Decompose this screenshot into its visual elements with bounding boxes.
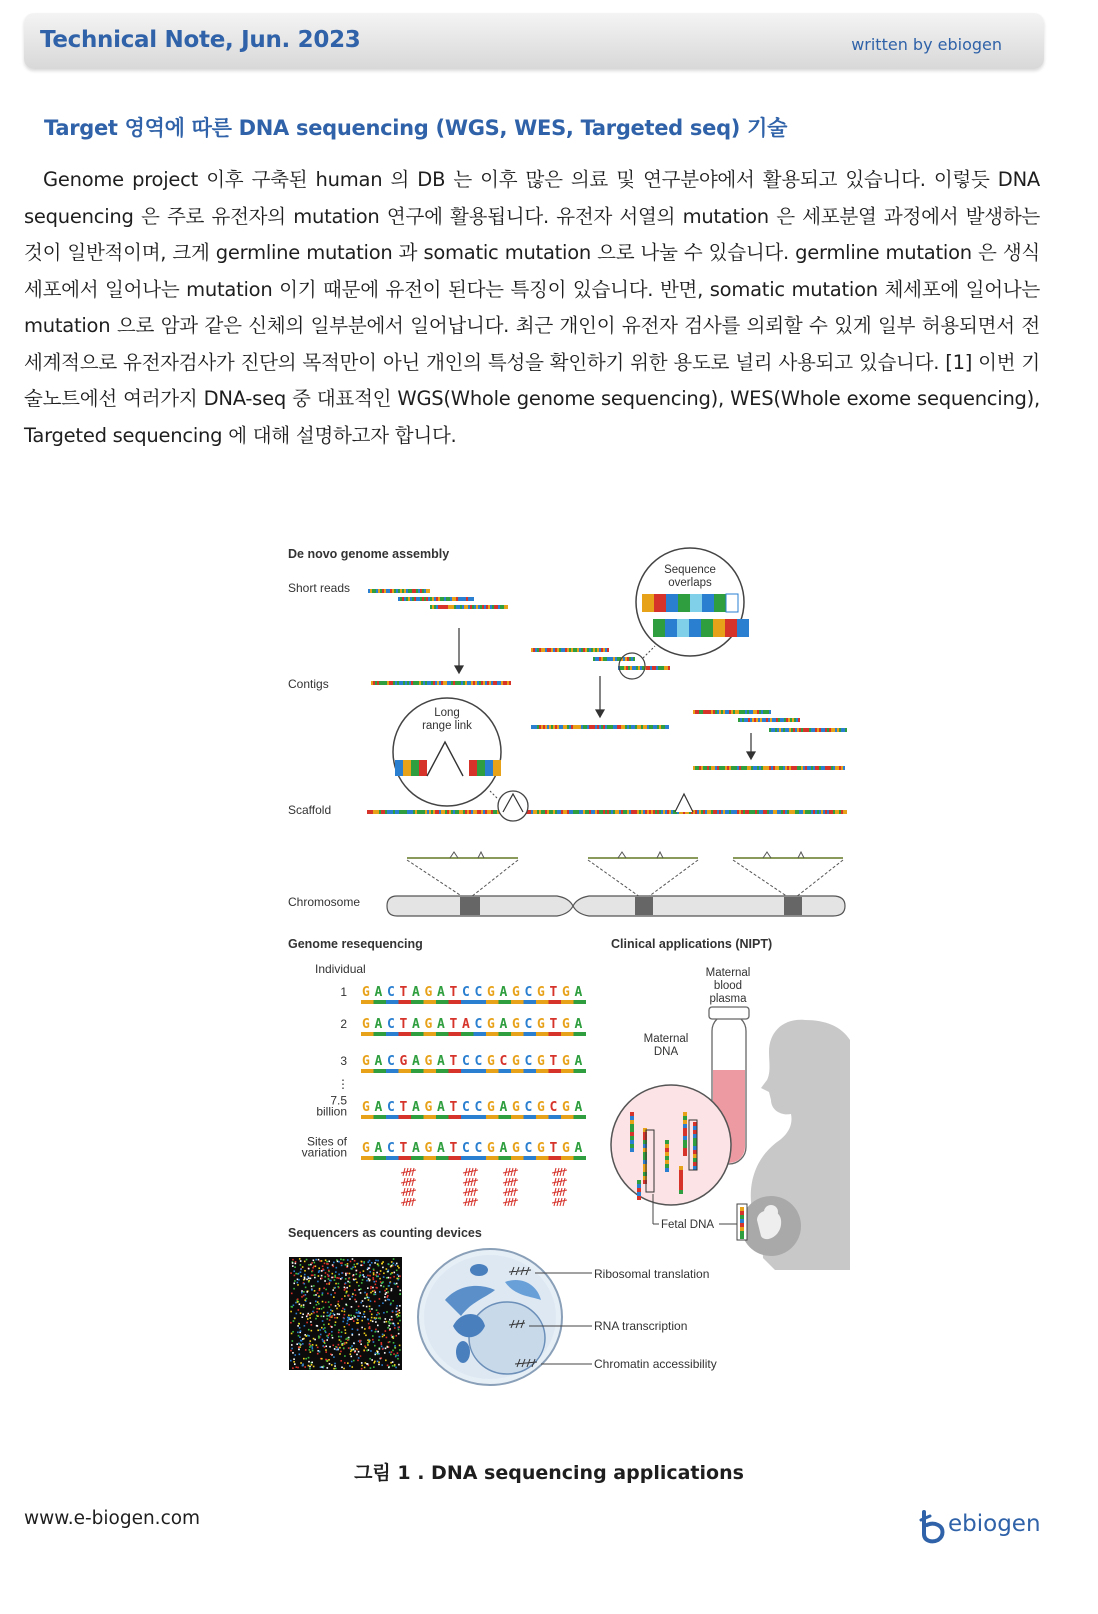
tally-mark: [552, 1168, 567, 1176]
rna-label: RNA transcription: [594, 1319, 688, 1333]
base-letter: G: [537, 1054, 545, 1069]
base-letter: C: [462, 1054, 470, 1069]
base-letter: A: [437, 985, 445, 1000]
base-letter: A: [574, 1100, 583, 1115]
sequence-row: [340, 1017, 586, 1036]
fetal-dna-label: Fetal DNA: [661, 1219, 715, 1231]
tally-mark: [552, 1198, 567, 1206]
base-letter: C: [524, 1017, 533, 1032]
label-scaffold: Scaffold: [288, 803, 332, 817]
sequence-row: [302, 1134, 586, 1160]
base-letter: A: [412, 1017, 420, 1032]
base-letter: T: [399, 1141, 408, 1156]
tally-mark: [401, 1198, 416, 1206]
base-letter: A: [499, 1100, 508, 1115]
tally-mark: [401, 1168, 416, 1176]
figure-caption: 그림 1 . DNA sequencing applications: [354, 1462, 744, 1484]
base-letter: A: [437, 1141, 445, 1156]
base-letter: A: [412, 1141, 420, 1156]
base-letter: A: [462, 1017, 470, 1032]
base-letter: C: [462, 985, 470, 1000]
base-letter: A: [412, 1054, 420, 1069]
variation-tallies: [401, 1168, 567, 1206]
base-letter: G: [399, 1054, 408, 1069]
dna-sequencing-figure: [285, 540, 850, 1410]
base-letter: T: [449, 985, 458, 1000]
individual-label: Individual: [315, 962, 366, 976]
sequence-row: [340, 1054, 586, 1073]
tally-mark: [463, 1198, 478, 1206]
plasma-label-2: blood: [713, 980, 743, 992]
base-letter: G: [537, 1141, 545, 1156]
tally-mark: [463, 1178, 478, 1186]
row-ellipsis: ⋮: [337, 1077, 349, 1091]
base-letter: T: [449, 1017, 458, 1032]
scaffold-zoom: [407, 852, 843, 897]
base-letter: A: [437, 1100, 445, 1115]
long-range-label-1: Long: [434, 707, 460, 719]
label-contigs: Contigs: [288, 677, 329, 691]
row-label: 7.5: [330, 1093, 347, 1108]
header-author: written by ebiogen: [851, 35, 1002, 54]
chromosome-shape: [387, 896, 845, 916]
sequence-read: [593, 657, 635, 661]
base-letter: A: [437, 1017, 445, 1032]
base-letter: A: [574, 985, 583, 1000]
row-label: 2: [340, 1017, 347, 1031]
label-short-reads: Short reads: [288, 581, 351, 595]
base-letter: G: [487, 1141, 495, 1156]
row-label: variation: [301, 1145, 347, 1160]
base-letter: C: [387, 985, 395, 1000]
base-letter: C: [524, 1100, 533, 1115]
base-letter: A: [412, 1100, 420, 1115]
base-letter: T: [549, 1141, 558, 1156]
sequence-read: [430, 605, 508, 609]
footer-url[interactable]: www.e-biogen.com: [24, 1508, 201, 1529]
chromatin-label: Chromatin accessibility: [594, 1357, 717, 1371]
base-letter: C: [387, 1054, 395, 1069]
tally-mark: [503, 1178, 518, 1186]
base-letter: G: [362, 1054, 370, 1069]
overlaps-label-1: Sequence: [664, 564, 716, 576]
base-letter: G: [424, 1141, 433, 1156]
plasma-label-3: plasma: [709, 993, 747, 1005]
base-letter: C: [474, 1054, 483, 1069]
base-letter: A: [412, 985, 420, 1000]
base-letter: G: [424, 985, 433, 1000]
tally-mark: [503, 1188, 518, 1196]
tally-mark: [503, 1168, 518, 1176]
base-letter: G: [362, 985, 370, 1000]
body-paragraph: Genome project 이후 구축된 human 의 DB 는 이후 많은 의료 및 연구분야에서 활용되고 있습니다. 이렇듯 DNA sequencing 은 주로 유전자의 mutation 연구에 활용됩니다. 유전자 서열의 mutation 은 세포분열 과정에서 발생하는 것이 일반적이며, 크게 germline mutation 과 somatic mutation 으로 나눌 수 있습니다. germline mutation 은 생식세포에서 일어나는 mutation 이기 때문에 유전이 된다는 특징이 있습니다. 반면, somatic mutation 체세포에 일어나는 mutation 으로 암과 같은 신체의 일부분에서 일어납니다. 최근 개인이 유전자 검사를 의뢰할 수 있게 일부 허용되면서 전세계적으로 유전자검사가 진단의 목적만이 아닌 개인의 특성을 확인하기 위한 용도로 널리 사용되고 있습니다. [1] 이번 기술노트에선 여러가지 DNA-seq 중 대표적인 WGS(Whole genome sequencing), WES(Whole exome sequencing), Targeted sequencing 에 대해 설명하고자 합니다.: [24, 168, 1040, 447]
base-letter: G: [424, 1054, 433, 1069]
base-letter: G: [487, 1017, 495, 1032]
base-letter: A: [499, 1017, 508, 1032]
base-letter: G: [362, 1100, 370, 1115]
base-letter: T: [449, 1054, 458, 1069]
base-letter: T: [549, 1054, 558, 1069]
base-letter: T: [399, 985, 408, 1000]
sequence-read: [693, 710, 771, 714]
base-letter: T: [399, 1017, 408, 1032]
row-label: Sites of: [306, 1134, 347, 1149]
maternal-dna-label-1: Maternal: [643, 1033, 689, 1045]
row-label: billion: [316, 1104, 347, 1119]
base-letter: G: [562, 1017, 570, 1032]
base-letter: G: [537, 1017, 545, 1032]
base-letter: C: [499, 1054, 508, 1069]
sequence-rows: [302, 985, 586, 1160]
base-letter: C: [524, 1141, 533, 1156]
sequence-read: [738, 718, 800, 722]
sequence-read: [398, 597, 474, 601]
base-letter: A: [374, 1017, 383, 1032]
denovo-title: De novo genome assembly: [288, 547, 450, 561]
clinical-title: Clinical applications (NIPT): [611, 937, 773, 951]
sequence-read: [367, 810, 847, 814]
plasma-zoom-circle: [611, 1085, 731, 1205]
base-letter: G: [424, 1017, 433, 1032]
tally-mark: [463, 1188, 478, 1196]
base-letter: A: [374, 1141, 383, 1156]
base-letter: T: [399, 1100, 408, 1115]
tally-mark: [401, 1188, 416, 1196]
base-letter: C: [474, 985, 483, 1000]
base-letter: G: [512, 1054, 520, 1069]
base-letter: A: [574, 1141, 583, 1156]
base-letter: A: [374, 1100, 383, 1115]
sequence-row: [340, 985, 586, 1004]
base-letter: T: [449, 1100, 458, 1115]
base-letter: G: [512, 985, 520, 1000]
label-chromosome: Chromosome: [288, 895, 361, 909]
base-letter: T: [449, 1141, 458, 1156]
base-letter: C: [387, 1141, 395, 1156]
base-letter: G: [487, 1054, 495, 1069]
base-letter: C: [387, 1017, 395, 1032]
base-letter: G: [487, 985, 495, 1000]
tally-mark: [463, 1168, 478, 1176]
ebiogen-logo-icon: [918, 1508, 948, 1546]
base-letter: G: [537, 1100, 545, 1115]
base-letter: A: [374, 1054, 383, 1069]
sequence-read: [769, 728, 847, 732]
base-letter: C: [474, 1100, 483, 1115]
base-letter: A: [574, 1017, 583, 1032]
base-letter: C: [474, 1017, 483, 1032]
base-letter: C: [387, 1100, 395, 1115]
long-range-label-2: range link: [422, 720, 472, 732]
base-letter: C: [474, 1141, 483, 1156]
base-letter: G: [512, 1141, 520, 1156]
sequence-read: [531, 648, 609, 652]
ribosomal-label: Ribosomal translation: [594, 1267, 710, 1281]
plasma-label-1: Maternal: [705, 967, 751, 979]
base-letter: G: [562, 985, 570, 1000]
base-letter: G: [487, 1100, 495, 1115]
tally-mark: [552, 1188, 567, 1196]
base-letter: G: [512, 1017, 520, 1032]
header-bar: [24, 13, 1044, 69]
sequence-read: [368, 589, 430, 593]
tally-mark: [401, 1178, 416, 1186]
ebiogen-logo-text: ebiogen: [948, 1511, 1041, 1537]
base-letter: C: [524, 985, 533, 1000]
resequencing-title: Genome resequencing: [288, 937, 423, 951]
base-letter: T: [549, 985, 558, 1000]
row-label: 1: [340, 985, 347, 999]
base-letter: C: [462, 1100, 470, 1115]
tally-mark: [503, 1198, 518, 1206]
base-letter: G: [562, 1141, 570, 1156]
base-letter: C: [549, 1100, 558, 1115]
base-letter: G: [362, 1017, 370, 1032]
row-label: 3: [340, 1054, 347, 1068]
base-letter: G: [424, 1100, 433, 1115]
base-letter: G: [537, 985, 545, 1000]
base-letter: T: [549, 1017, 558, 1032]
base-letter: A: [499, 985, 508, 1000]
base-letter: G: [362, 1141, 370, 1156]
base-letter: A: [574, 1054, 583, 1069]
base-letter: C: [462, 1141, 470, 1156]
sequence-read: [371, 681, 511, 685]
base-letter: A: [374, 985, 383, 1000]
sequence-read: [693, 766, 845, 770]
tally-mark: [552, 1178, 567, 1186]
ebiogen-logo: [918, 1508, 1048, 1548]
header-title: Technical Note, Jun. 2023: [40, 27, 361, 53]
sequence-row: [316, 1093, 586, 1119]
sequence-read: [531, 725, 669, 729]
base-letter: A: [437, 1054, 445, 1069]
base-letter: G: [562, 1054, 570, 1069]
section-title: Target 영역에 따른 DNA sequencing (WGS, WES, Targeted seq) 기술: [44, 116, 788, 140]
base-letter: G: [512, 1100, 520, 1115]
counting-title: Sequencers as counting devices: [288, 1226, 482, 1240]
base-letter: C: [524, 1054, 533, 1069]
link-zoom-circle: [498, 791, 528, 821]
base-letter: A: [499, 1141, 508, 1156]
base-letter: G: [562, 1100, 570, 1115]
maternal-dna-label-2: DNA: [653, 1046, 679, 1058]
overlaps-label-2: overlaps: [668, 577, 712, 589]
